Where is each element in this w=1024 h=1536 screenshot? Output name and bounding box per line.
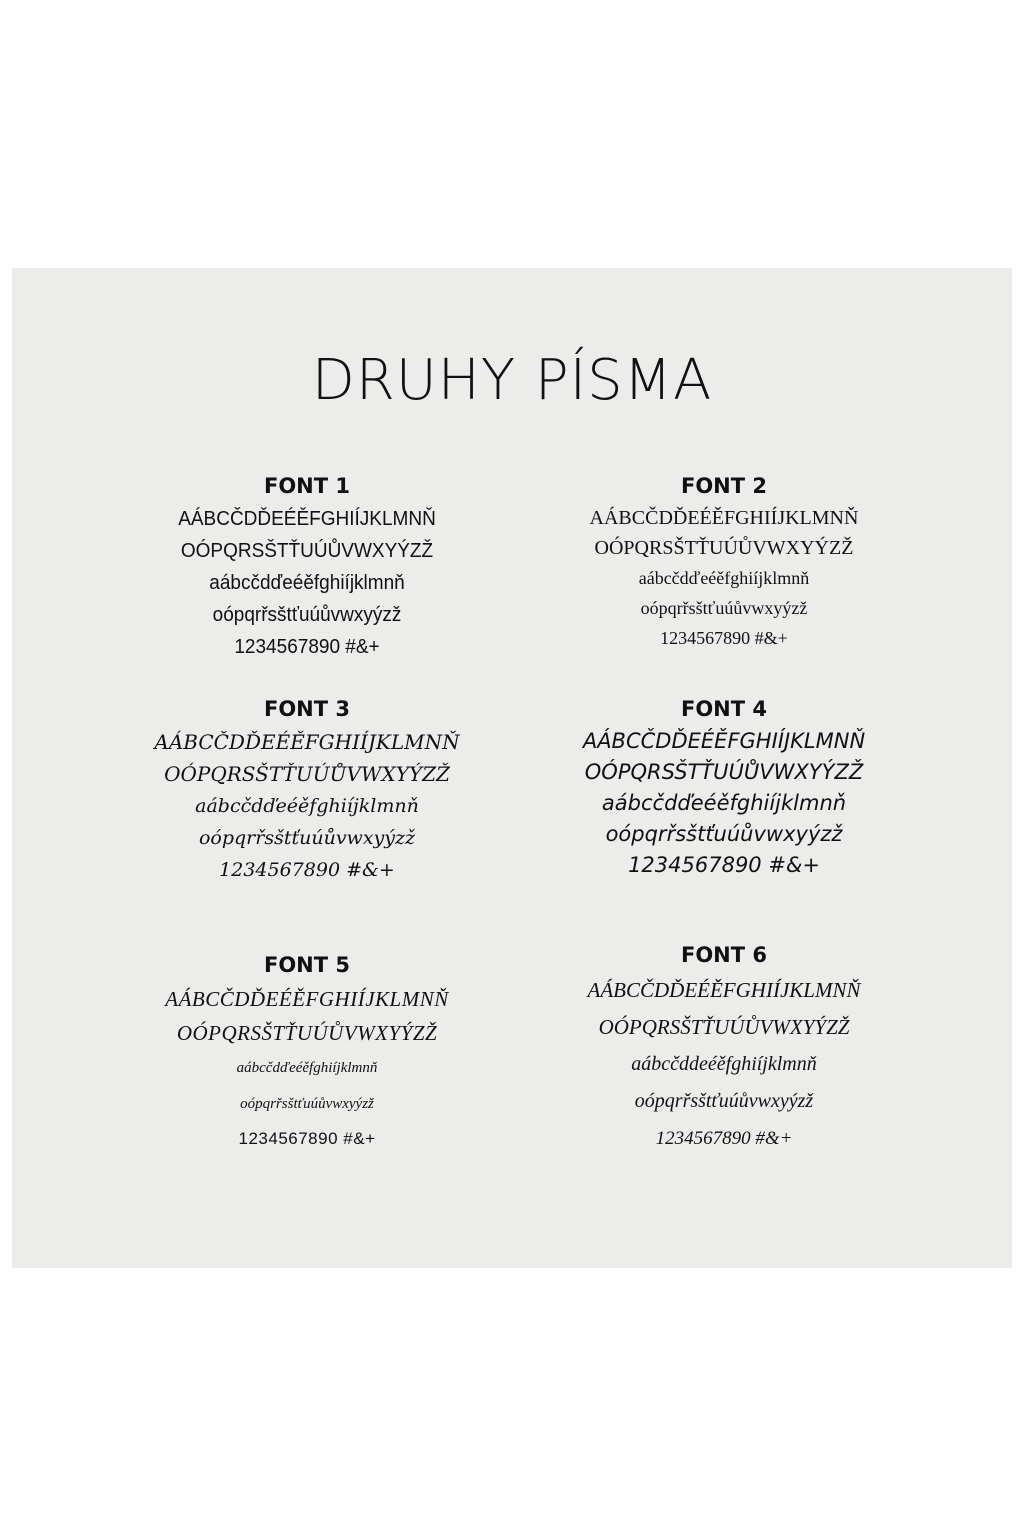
font-1-lowercase-line-1: aábcčdďeéěfghiíjklmnň xyxy=(209,572,405,594)
font-2-label: FONT 2 xyxy=(680,474,768,498)
font-3-label: FONT 3 xyxy=(263,697,351,721)
font-1-sample xyxy=(97,473,517,663)
font-3-uppercase-line-2: OÓPQRSŠTŤUÚŮVWXYÝZŽ xyxy=(164,762,450,786)
font-5-uppercase-line-1: AÁBCČDĎEÉĚFGHIÍJKLMNŇ xyxy=(165,987,449,1011)
font-5-lowercase-line-1: aábcčdďeéěfghiíjklmnň xyxy=(236,1060,378,1076)
font-1-uppercase-line-2: OÓPQRSŠTŤUÚŮVWXYÝZŽ xyxy=(180,540,434,562)
font-6-numbers-line: 1234567890 #&+ xyxy=(655,1128,793,1149)
font-2-lowercase-line-1: aábcčdďeéěfghiíjklmnň xyxy=(638,568,810,588)
font-3-lowercase-line-1: aábcčdďeéěfghiíjklmnň xyxy=(195,795,419,817)
font-2-sample xyxy=(514,473,934,653)
page-title: DRUHY PÍSMA xyxy=(311,348,713,413)
font-4-label: FONT 4 xyxy=(680,697,768,721)
font-3-sample xyxy=(97,696,517,886)
font-2-numbers-line: 1234567890 #&+ xyxy=(660,628,788,648)
font-4-sample xyxy=(514,696,934,881)
font-1-numbers-line: 1234567890 #&+ xyxy=(234,636,380,658)
font-2-uppercase-line-2: OÓPQRSŠTŤUÚŮVWXYÝZŽ xyxy=(594,537,854,559)
font-3-numbers-line: 1234567890 #&+ xyxy=(219,859,395,881)
font-6-lowercase-line-2: oópqrřsštťuúůvwxyýzž xyxy=(634,1090,814,1112)
font-4-lowercase-line-2: oópqrřsštťuúůvwxyýzž xyxy=(605,822,843,846)
font-1-label: FONT 1 xyxy=(263,474,351,498)
font-1-lowercase-line-2: oópqrřsštťuúůvwxyýzž xyxy=(212,604,402,626)
font-5-numbers-line: 1234567890 #&+ xyxy=(238,1129,376,1148)
font-5-sample xyxy=(97,952,517,1156)
font-6-uppercase-line-1: AÁBCČDĎEÉĚFGHIÍJKLMNŇ xyxy=(587,978,861,1002)
font-2-lowercase-line-2: oópqrřsštťuúůvwxyýzž xyxy=(640,598,808,618)
font-4-uppercase-line-1: AÁBCČDĎEÉĚFGHIÍJKLMNŇ xyxy=(582,729,866,753)
font-3-uppercase-line-1: AÁBCČDĎEÉĚFGHIÍJKLMNŇ xyxy=(154,730,460,754)
font-1-uppercase-line-1: AÁBCČDĎEÉĚFGHIÍJKLMNŇ xyxy=(178,508,436,530)
font-sample-panel xyxy=(12,268,1012,1268)
font-6-lowercase-line-1: aábcčddeéěfghiíjklmnň xyxy=(631,1053,817,1075)
font-4-numbers-line: 1234567890 #&+ xyxy=(628,853,820,877)
font-6-uppercase-line-2: OÓPQRSŠTŤUÚŮVWXYÝZŽ xyxy=(598,1015,850,1039)
font-6-sample xyxy=(514,942,934,1157)
font-4-uppercase-line-2: OÓPQRSŠTŤUÚŮVWXYÝZŽ xyxy=(584,760,864,784)
font-5-uppercase-line-2: OÓPQRSŠTŤUÚŮVWXYÝZŽ xyxy=(176,1021,438,1045)
font-6-label: FONT 6 xyxy=(680,943,768,967)
font-5-lowercase-line-2: oópqrřsštťuúůvwxyýzž xyxy=(240,1096,374,1112)
font-3-lowercase-line-2: oópqrřsštťuúůvwxyýzž xyxy=(198,827,416,849)
font-4-lowercase-line-1: aábcčdďeéěfghiíjklmnň xyxy=(601,791,847,815)
font-5-label: FONT 5 xyxy=(263,953,351,977)
font-2-uppercase-line-1: AÁBCČDĎEÉĚFGHIÍJKLMNŇ xyxy=(589,507,859,529)
